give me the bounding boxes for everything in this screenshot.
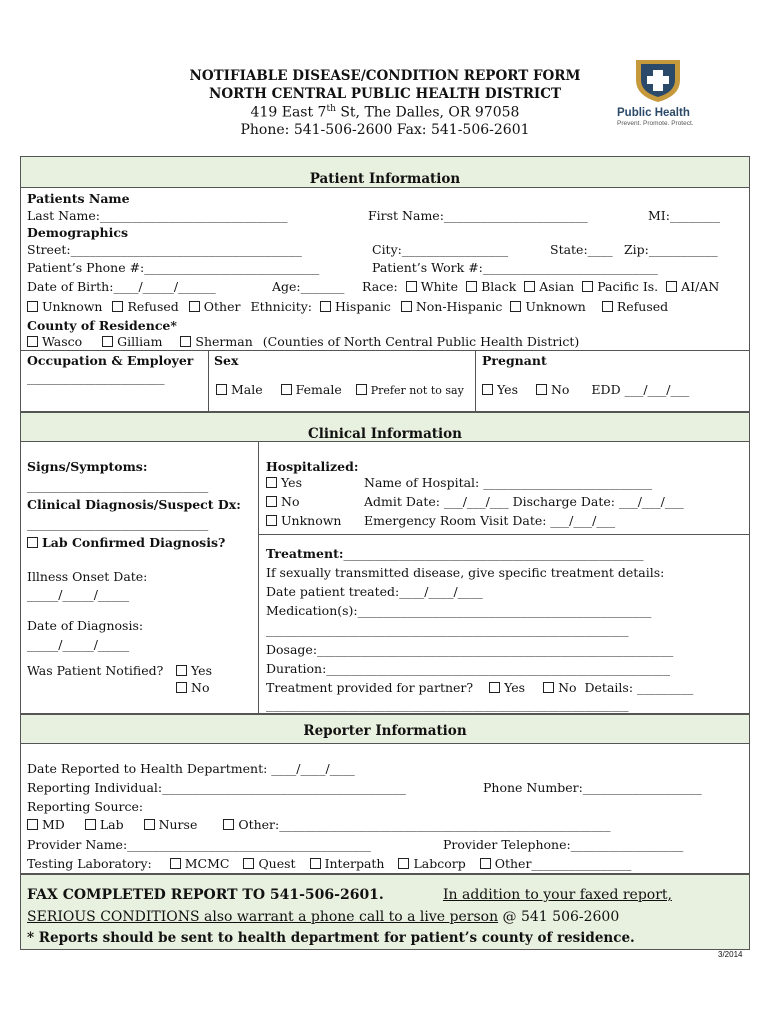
race-group	[362, 279, 719, 294]
provider-name-field[interactable]: Provider Name:_______________________________________	[27, 837, 371, 852]
notified-no	[176, 680, 209, 695]
race-pacific-checkbox[interactable]	[582, 281, 593, 292]
patient-band: Patient Information	[20, 156, 750, 188]
race-asian-label: Asian	[539, 279, 575, 294]
partner-yes-checkbox[interactable]	[489, 682, 500, 693]
race-asian-checkbox[interactable]	[524, 281, 535, 292]
partner-details-field[interactable]: Details: _________	[584, 680, 694, 695]
contact-phone: Phone: 541-506-2600 Fax: 541-506-2601	[240, 122, 530, 138]
lab-interpath-checkbox[interactable]	[310, 858, 321, 869]
county-label: County of Residence*	[27, 318, 177, 333]
sex-female-label: Female	[295, 382, 342, 397]
county-sherman-checkbox[interactable]	[180, 336, 191, 347]
sex-prefer-not-checkbox[interactable]	[356, 384, 367, 395]
race-label: Race:	[362, 279, 398, 294]
edd-field[interactable]: EDD ___/___/___	[591, 382, 690, 397]
lab-other-field[interactable]: ________________	[531, 856, 632, 871]
lab-mcmc-checkbox[interactable]	[170, 858, 181, 869]
lab-quest-checkbox[interactable]	[243, 858, 254, 869]
source-md-label: MD	[42, 817, 65, 832]
onset-label: Illness Onset Date:	[27, 569, 148, 584]
ethnicity-unknown-checkbox[interactable]	[510, 301, 521, 312]
hosp-unknown	[266, 513, 342, 528]
race-white-label: White	[420, 279, 459, 294]
demographics-label: Demographics	[27, 225, 129, 240]
county-note: (Counties of North Central Public Health District)	[262, 334, 580, 349]
lab-confirmed-label: Lab Confirmed Diagnosis?	[42, 535, 226, 550]
ethnicity-unknown-label: Unknown	[525, 299, 586, 314]
hospitalized-label: Hospitalized:	[266, 459, 359, 474]
partner-row	[266, 680, 693, 695]
lab-confirmed-checkbox[interactable]	[27, 537, 38, 548]
source-nurse-label: Nurse	[158, 817, 198, 832]
county-wasco-checkbox[interactable]	[27, 336, 38, 347]
diagnosis-field[interactable]: _____________________________	[27, 516, 209, 531]
clinical-last-line[interactable]: __________________________________________________________	[266, 697, 629, 712]
medication-line2[interactable]: __________________________________________________________	[266, 622, 629, 637]
hosp-unknown-checkbox[interactable]	[266, 515, 277, 526]
ethnicity-nonhispanic-checkbox[interactable]	[401, 301, 412, 312]
lab-mcmc-label: MCMC	[184, 856, 230, 871]
dx-date-label: Date of Diagnosis:	[27, 618, 144, 633]
race-pacific-label: Pacific Is.	[597, 279, 659, 294]
lab-other-checkbox[interactable]	[480, 858, 491, 869]
district-title: NORTH CENTRAL PUBLIC HEALTH DISTRICT	[208, 86, 562, 102]
mi-field[interactable]: MI:________	[648, 208, 720, 223]
signs-field[interactable]: _____________________________	[27, 478, 209, 493]
race-white-checkbox[interactable]	[406, 281, 417, 292]
hosp-no	[266, 494, 299, 509]
source-other-field[interactable]: _____________________________________________________	[279, 817, 611, 832]
sex-female-checkbox[interactable]	[281, 384, 292, 395]
source-nurse-checkbox[interactable]	[144, 819, 155, 830]
logo-name: Public Health	[617, 107, 690, 119]
testing-lab-row	[27, 856, 631, 871]
date-reported-field[interactable]: Date Reported to Health Department: ____/____/____	[27, 761, 355, 776]
county-row	[27, 334, 579, 349]
last-name-field[interactable]: Last Name:______________________________	[27, 208, 288, 223]
ethnicity-nonhispanic-label: Non-Hispanic	[415, 299, 503, 314]
race-other-label: Other	[203, 299, 241, 314]
address: 419 East 7th St, The Dalles, OR 97058	[250, 104, 520, 121]
serious-phone: @ 541 506-2600	[498, 909, 620, 925]
pregnant-no-checkbox[interactable]	[536, 384, 547, 395]
pregnant-no-label: No	[550, 382, 570, 397]
reporter-phone-field[interactable]: Phone Number:___________________	[483, 780, 702, 795]
ethnicity-refused-label: Refused	[616, 299, 669, 314]
notified-label: Was Patient Notified?	[27, 663, 164, 678]
sex-options	[216, 382, 464, 397]
dx-date-field[interactable]: _____/_____/_____	[27, 637, 130, 652]
source-other-label: Other:	[238, 817, 280, 832]
duration-field[interactable]: Duration:_______________________________________________________	[266, 661, 671, 676]
patient-phone-field[interactable]: Patient’s Phone #:____________________________	[27, 260, 320, 275]
race-ethnicity-row	[27, 299, 668, 314]
hosp-yes	[266, 475, 302, 490]
source-lab-label: Lab	[99, 817, 124, 832]
occupation-label: Occupation & Employer	[27, 353, 194, 368]
pregnant-label: Pregnant	[482, 353, 547, 368]
race-black-label: Black	[481, 279, 517, 294]
signs-label: Signs/Symptoms:	[27, 459, 148, 474]
race-black-checkbox[interactable]	[466, 281, 477, 292]
race-other-checkbox[interactable]	[189, 301, 200, 312]
lab-labcorp-label: Labcorp	[413, 856, 466, 871]
hosp-yes-label: Yes	[281, 475, 302, 490]
pregnant-yes-checkbox[interactable]	[482, 384, 493, 395]
county-gilliam-checkbox[interactable]	[102, 336, 113, 347]
source-other-checkbox[interactable]	[223, 819, 234, 830]
onset-field[interactable]: _____/_____/_____	[27, 587, 130, 602]
ethnicity-hispanic-checkbox[interactable]	[320, 301, 331, 312]
pregnant-options	[482, 382, 689, 397]
dosage-field[interactable]: Dosage:_________________________________________________________	[266, 642, 674, 657]
occupation-field[interactable]: ______________________	[27, 370, 165, 385]
form-title: NOTIFIABLE DISEASE/CONDITION REPORT FORM	[189, 68, 581, 84]
race-refused-label: Refused	[127, 299, 179, 314]
fax-instruction: FAX COMPLETED REPORT TO 541-506-2601.	[27, 887, 384, 903]
partner-no-label: No	[558, 680, 577, 695]
lab-other-label: Other	[494, 856, 532, 871]
lab-interpath-label: Interpath	[324, 856, 385, 871]
first-name-field[interactable]: First Name:_______________________	[368, 208, 588, 223]
source-lab-checkbox[interactable]	[85, 819, 96, 830]
lab-confirmed-row	[27, 535, 225, 550]
hosp-yes-checkbox[interactable]	[266, 477, 277, 488]
addition-note: In addition to your faxed report,	[443, 887, 673, 903]
county-wasco-label: Wasco	[42, 334, 83, 349]
county-sherman-label: Sherman	[195, 334, 253, 349]
dob-field[interactable]: Date of Birth:____/_____/______	[27, 279, 216, 294]
medication-field[interactable]: Medication(s):_______________________________________________	[266, 603, 652, 618]
serious-conditions	[27, 909, 619, 925]
lab-quest-label: Quest	[258, 856, 296, 871]
hospital-name-field[interactable]: Name of Hospital: ___________________________	[364, 475, 652, 490]
serious-conditions-text: SERIOUS CONDITIONS also warrant a phone call to a live person	[27, 909, 499, 925]
sex-label: Sex	[214, 353, 239, 368]
logo-tagline: Prevent. Promote. Protect.	[617, 120, 694, 127]
patient-work-field[interactable]: Patient’s Work #:____________________________	[372, 260, 658, 275]
street-field[interactable]: Street:_____________________________________	[27, 242, 302, 257]
sex-male-checkbox[interactable]	[216, 384, 227, 395]
zip-field[interactable]: Zip:___________	[624, 242, 718, 257]
public-health-logo	[630, 54, 690, 104]
lab-labcorp-checkbox[interactable]	[398, 858, 409, 869]
partner-yes-label: Yes	[504, 680, 526, 695]
county-gilliam-label: Gilliam	[117, 334, 163, 349]
age-field[interactable]: Age:_______	[272, 279, 345, 294]
reporting-source-label: Reporting Source:	[27, 799, 144, 814]
treatment-field[interactable]: Treatment:________________________________________________	[266, 546, 644, 561]
testing-lab-label: Testing Laboratory:	[27, 856, 152, 871]
sex-male-label: Male	[231, 382, 263, 397]
ethnicity-refused-checkbox[interactable]	[602, 301, 613, 312]
county-reports-note: * Reports should be sent to health department for patient’s county of residence.	[27, 930, 635, 946]
admit-discharge-field[interactable]: Admit Date: ___/___/___ Discharge Date: ___/___/___	[364, 494, 684, 509]
hosp-no-label: No	[281, 494, 300, 509]
diagnosis-label: Clinical Diagnosis/Suspect Dx:	[27, 497, 241, 512]
er-visit-field[interactable]: Emergency Room Visit Date: ___/___/___	[364, 513, 616, 528]
date-treated-field[interactable]: Date patient treated:____/____/____	[266, 584, 483, 599]
ethnicity-hispanic-label: Hispanic	[335, 299, 391, 314]
reporting-individual-field[interactable]: Reporting Individual:_______________________________________	[27, 780, 406, 795]
notified-no-label: No	[191, 680, 210, 695]
notified-no-checkbox[interactable]	[176, 682, 187, 693]
race-refused-checkbox[interactable]	[112, 301, 123, 312]
notified-yes-checkbox[interactable]	[176, 665, 187, 676]
city-field[interactable]: City:_________________	[372, 242, 509, 257]
pregnant-yes-label: Yes	[497, 382, 518, 397]
version-date: 3/2014	[718, 950, 743, 959]
partner-label: Treatment provided for partner?	[266, 680, 474, 695]
std-note: If sexually transmitted disease, give specific treatment details:	[266, 565, 665, 580]
reporter-band: Reporter Information	[20, 714, 750, 744]
provider-telephone-field[interactable]: Provider Telephone:__________________	[443, 837, 684, 852]
race-aian-checkbox[interactable]	[666, 281, 677, 292]
race-unknown-checkbox[interactable]	[27, 301, 38, 312]
race-aian-label: AI/AN	[681, 279, 720, 294]
partner-no-checkbox[interactable]	[543, 682, 554, 693]
hosp-unknown-label: Unknown	[281, 513, 342, 528]
ethnicity-label: Ethnicity:	[250, 299, 313, 314]
reporting-source-options	[27, 817, 610, 832]
source-md-checkbox[interactable]	[27, 819, 38, 830]
state-field[interactable]: State:____	[550, 242, 613, 257]
hosp-no-checkbox[interactable]	[266, 496, 277, 507]
sex-prefer-not-label: Prefer not to say	[370, 384, 464, 397]
notified-yes-label: Yes	[191, 663, 212, 678]
notified-yes	[176, 663, 212, 678]
patients-name-label: Patients Name	[27, 191, 130, 206]
clinical-band: Clinical Information	[20, 412, 750, 442]
race-unknown-label: Unknown	[42, 299, 103, 314]
